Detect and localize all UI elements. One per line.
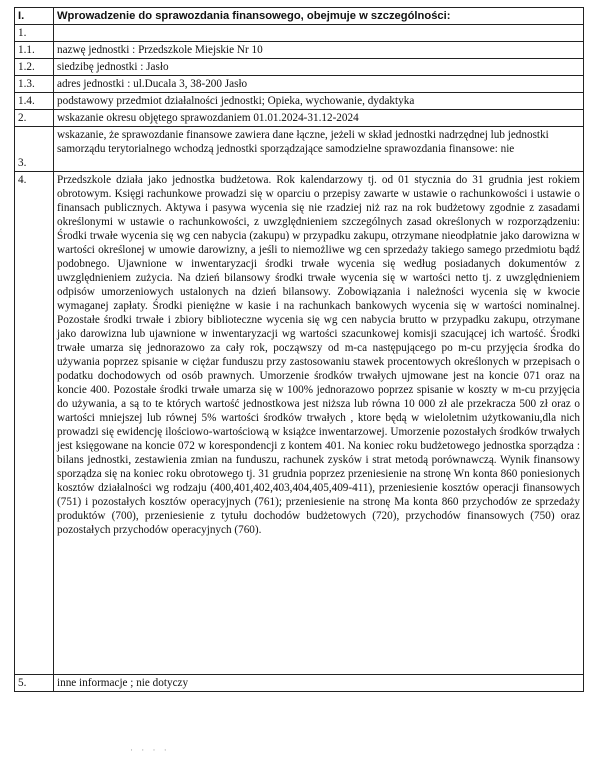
row-number: 1.3. bbox=[15, 76, 54, 93]
row-text bbox=[54, 25, 584, 42]
document-page bbox=[14, 7, 584, 735]
row-number: 1.2. bbox=[15, 59, 54, 76]
table-row bbox=[15, 76, 584, 93]
row-text: inne informacje ; nie dotyczy bbox=[54, 675, 584, 692]
table-row bbox=[15, 127, 584, 172]
section-number: I. bbox=[15, 8, 54, 25]
row-number: 2. bbox=[15, 110, 54, 127]
row-text: wskazanie okresu objętego sprawozdaniem 01.01.2024-31.12-2024 bbox=[54, 110, 584, 127]
table-row bbox=[15, 42, 584, 59]
table-row bbox=[15, 59, 584, 76]
row-text: podstawowy przedmiot działalności jednostki; Opieka, wychowanie, dydaktyka bbox=[54, 93, 584, 110]
accounting-policy-paragraph: Przedszkole działa jako jednostka budżetowa. Rok kalendarzowy tj. od 01 stycznia do 31 grudnia jest rokiem obrotowym. Księgi rachunkowe prowadzi się w oparciu o przepisy zawarte w ustawie o rachunkowości i ustawie o finansach publicznych. Aktywa i pasywa wycenia się nie rzadziej niż raz na rok budżetowy zgodnie z zasadami określonymi w ustawie o rachunkowości, z uwzględnieniem szczególnych zasad określonych w rozporządzeniu: Środki trwałe wycenia się wg cen nabycia (zakupu) w przypadku zakupu, otrzymane nieodpłatnie jako darowizna w wartości określonej w umowie darowizny, a jeśli to niemożliwe wg cen sprzedaży takiego samego przedmiotu bądź podobnego. Ujawnione w inwentaryzacji środki trwałe wycenia się według posiadanych dokumentów z uwzględnieniem zużycia. Na dzień bilansowy środki trwałe wycenia się w wartości netto tj. z uwzględnieniem odpisów umorzeniowych ustalonych na dzień bilansowy. Zobowiązania i należności wycenia się w kwocie wymaganej zapłaty. Środki pieniężne w kasie i na rachunkach bankowych wycenia się w wartości nominalnej. Pozostałe środki trwałe i zbiory biblioteczne wycenia się wg cen nabycia brutto w przypadku zakupu, otrzymane jako darowizna lub ujawnione w inwentaryzacji wg wartości szacunkowej komisji szacującej ich wartość. Środki trwałe umarza się jednorazowo za cały rok, począwszy od m-ca następującego po m-cu przyjęcia środka do używania poprzez spisanie w ciężar funduszu przy zastosowaniu stawek procentowych określonych w przepisach o podatku dochodowych od osób prawnych. Umorzenie środków trwałych ujmowane jest na koncie 071 oraz na koncie 400. Pozostałe środki trwałe umarza się w 100% jednorazowo poprzez spisanie w koszty w m-cu przyjęcia do używania, a są to te których wartość jednostkowa jest niższa lub równa 10 000 zł ale przekracza 500 zł oraz o wartości mniejszej lub równej 5% wartości środków trwałych , ktore będą w wieloletnim użytkowaniu,dla nich prowadzi się ewidencję ilościowo-wartościową w książce inwentarzowej. Umorzenie pozostałych środków trwałych jest księgowane na koncie 072 w korespondencji z kontem 401. Na koniec roku budżetowego jednostka sporządza : bilans jednostki, zestawienia zmian na funduszu, rachunek zysków i strat metodą porównawczą. Wynik finansowy sporządza się na koniec roku obrotowego tj. 31 grudnia poprzez przeniesienie na stronę Wn konta 860 poniesionych kosztów działalności wg rodzaju (400,401,402,403,404,405,409-411), przeniesienie kosztów operacji finansowych (751) i pozostałych kosztów operacyjnych (761); przeniesienie na stronę Ma konta 860 przychodów ze sprzedaży produktów (700), przeniesienie z tytułu dochodów budżetowych (720), przychodów finansowych (750) oraz pozostałych przychodów operacyjnych (760). bbox=[54, 172, 584, 675]
table-row bbox=[15, 675, 584, 692]
row-text: nazwę jednostki : Przedszkole Miejskie Nr 10 bbox=[54, 42, 584, 59]
table-row bbox=[15, 93, 584, 110]
table-row bbox=[15, 172, 584, 675]
table-row bbox=[15, 110, 584, 127]
section-title: Wprowadzenie do sprawozdania finansowego, obejmuje w szczególności: bbox=[54, 8, 584, 25]
row-text: siedzibę jednostki : Jasło bbox=[54, 59, 584, 76]
financial-statement-intro-table bbox=[14, 7, 584, 692]
row-text: wskazanie, że sprawozdanie finansowe zawiera dane łączne, jeżeli w skład jednostki nadrzędnej lub jednostki samorządu terytorialnego wchodzą jednostki sporządzające samodzielne sprawozdania finansowe: nie bbox=[54, 127, 584, 172]
scan-artifact: · · · · bbox=[130, 745, 170, 755]
row-number: 3. bbox=[15, 127, 54, 172]
row-number: 5. bbox=[15, 675, 54, 692]
table-row bbox=[15, 25, 584, 42]
row-number: 4. bbox=[15, 172, 54, 675]
row-number: 1.1. bbox=[15, 42, 54, 59]
row-number: 1.4. bbox=[15, 93, 54, 110]
row-text: adres jednostki : ul.Ducala 3, 38-200 Jasło bbox=[54, 76, 584, 93]
table-row bbox=[15, 8, 584, 25]
row-number: 1. bbox=[15, 25, 54, 42]
